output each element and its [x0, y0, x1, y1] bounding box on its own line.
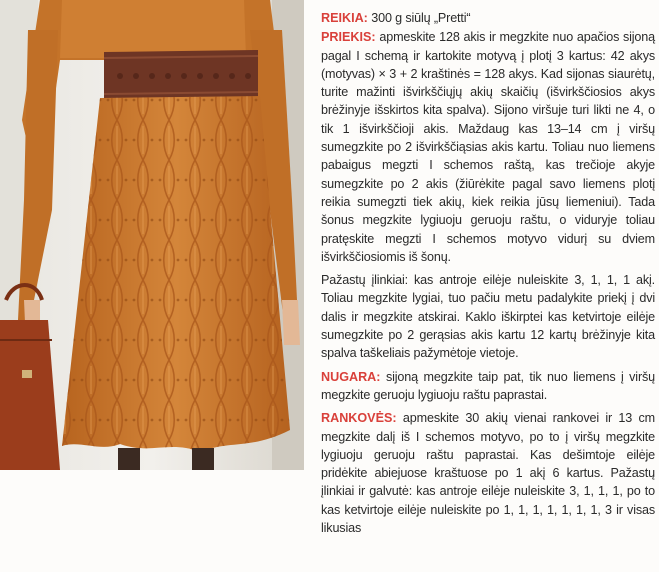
sleeves-section: [321, 409, 655, 537]
materials-text: 300 g siūlų „Pretti“: [367, 11, 471, 25]
front-text: apmeskite 128 akis ir megzkite nuo apačios sijoną pagal I schemą ir kartokite motyvą į plotį 3 kartus: 42 akys (motyvas) × 3 + 2 kraštinės = 128 akys. Kad sijonas siaurėtų, turite mažinti išvirkščiųjų akių skaičių (išvirkščiosios akys brėžinyje išskirtos kita spalva). Sijono viršuje turi likti ne 4, o tik 1 išvirkščioji akis. Maždaug kas 13–14 cm į viršų sumegzkite po 2 išvirkščiąsias akis kartu. Toliau nuo liemens pabaigus megzti I schemos raštą, kas trečioje akyje sumegzkite po 2 akis (žiūrėkite pagal savo liemens plotį reikia sumegzti tiek akių, kiek reikia jūsų liemeniui). Tada šonus megzkite lygiuoju geruoju raštu, o viduryje toliau pratęskite megzti I schemos motyvo vidurį su dviem išvirkščiosiomis iš šonų.: [321, 30, 655, 264]
back-text: sijoną megzkite taip pat, tik nuo liemens į viršų megzkite geruoju lygiuoju raštu paprastai.: [321, 369, 655, 402]
materials-heading: REIKIA:: [321, 11, 368, 25]
front-section: [321, 28, 655, 266]
knitted-dress-illustration: [0, 0, 304, 470]
sleeves-text: apmeskite 30 akių vienai rankovei ir 13 cm megzkite dalį iš I schemos motyvo, po to į viršų megzkite lygiuoju geruoju raštu paprastai. Kas dešimtoje eilėje pridėkite abiejuose kraštuose po 1 akį 6 kartus. Pažastų įlinkiai ir galvutė: kas antroje eilėje nuleiskite 3, 1, 1, 1, po to kas ketvirtoje eilėje nuleiskite po 1, 1, 1, 1, 1, 1, 1, 3 ir visas likusias: [321, 411, 655, 536]
pattern-instructions: [321, 9, 655, 538]
armhole-paragraph: Pažastų įlinkiai: kas antroje eilėje nuleiskite 3, 1, 1, 1 akį. Toliau megzkite lygiai, tuo pačiu metu padalykite priekį į dvi dalis ir megzkite atskirai. Kaklo iškirptei kas ketvirtoje eilėje sumegzkite po 2 gerąsias akis kartu 12 kartų brėžinyje kita spalva taškeliais pažymėtoje vietoje.: [321, 273, 655, 361]
materials-section: [321, 9, 655, 27]
back-heading: NUGARA:: [321, 369, 381, 384]
dress-photo: [0, 0, 304, 470]
back-section: [321, 368, 655, 405]
sleeves-heading: RANKOVĖS:: [321, 411, 397, 426]
front-heading: PRIEKIS:: [321, 30, 376, 45]
